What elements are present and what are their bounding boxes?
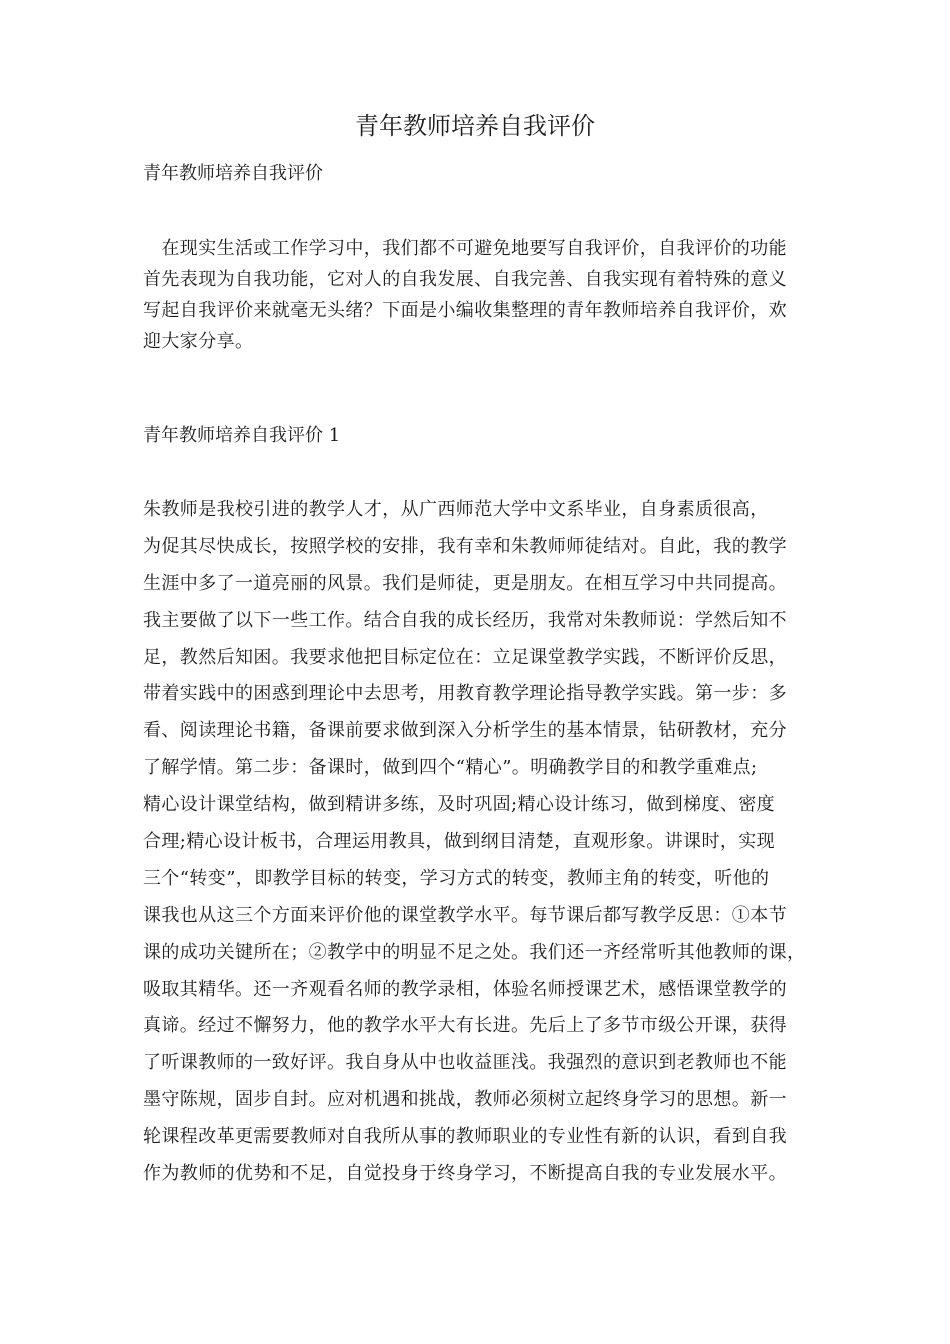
intro-line: 首先表现为自我功能，它对人的自我发展、自我完善、自我实现有着特殊的意义	[143, 269, 787, 290]
body-paragraph	[143, 492, 833, 1193]
body-line: 足，教然后知困。我要求他把目标定位在：立足课堂教学实践，不断评价反思，	[143, 646, 787, 668]
body-line: 墨守陈规，固步自封。应对机遇和挑战，教师必须树立起终身学习的思想。新一	[143, 1089, 787, 1111]
body-line: 带着实践中的困惑到理论中去思考，用教育教学理论指导教学实践。第一步：多	[143, 683, 787, 705]
body-line: 精心设计课堂结构，做到精讲多练，及时巩固;精心设计练习，做到梯度、密度	[143, 794, 776, 816]
section-heading: 青年教师培养自我评价 1	[143, 425, 341, 446]
body-line: 朱教师是我校引进的教学人才，从广西师范大学中文系毕业，自身素质很高，	[143, 499, 769, 520]
intro-line: 写起自我评价来就毫无头绪？下面是小编收集整理的青年教师培养自我评价，欢	[143, 300, 787, 321]
intro-line: 迎大家分享。	[143, 331, 254, 352]
body-line: 了解学情。第二步：备课时，做到四个“精心”。明确教学目的和教学重难点;	[143, 757, 758, 779]
body-line: 生涯中多了一道亮丽的风景。我们是师徒，更是朋友。在相互学习中共同提高。	[143, 572, 787, 594]
body-line: 课的成功关键所在；②教学中的明显不足之处。我们还一齐经常听其他教师的课，	[143, 941, 806, 963]
intro-paragraph	[143, 233, 833, 357]
body-line: 我主要做了以下一些工作。结合自我的成长经历，我常对朱教师说：学然后知不	[143, 609, 787, 631]
body-line: 为促其尽快成长，按照学校的安排，我有幸和朱教师师徒结对。自此，我的教学	[143, 535, 787, 557]
document-subtitle: 青年教师培养自我评价	[143, 163, 323, 184]
document-title: 青年教师培养自我评价	[355, 112, 595, 140]
body-line: 了听课教师的一致好评。我自身从中也收益匪浅。我强烈的意识到老教师也不能	[143, 1052, 787, 1074]
body-line: 作为教师的优势和不足，自觉投身于终身学习，不断提高自我的专业发展水平。	[143, 1163, 787, 1185]
body-line: 真谛。经过不懈努力，他的教学水平大有长进。先后上了多节市级公开课，获得	[143, 1015, 787, 1037]
body-line: 三个“转变”，即教学目标的转变，学习方式的转变，教师主角的转变，听他的	[143, 867, 770, 889]
intro-line: 在现实生活或工作学习中，我们都不可避免地要写自我评价，自我评价的功能	[143, 238, 787, 259]
body-line: 看、阅读理论书籍，备课前要求做到深入分析学生的基本情景，钻研教材，充分	[143, 720, 787, 742]
body-line: 吸取其精华。还一齐观看名师的教学录相，体验名师授课艺术，感悟课堂教学的	[143, 978, 787, 1000]
body-line: 课我也从这三个方面来评价他的课堂教学水平。每节课后都写教学反思：①本节	[143, 904, 787, 926]
body-line: 轮课程改革更需要教师对自我所从事的教师职业的专业性有新的认识，看到自我	[143, 1126, 787, 1148]
body-line: 合理;精心设计板书，合理运用教具，做到纲目清楚，直观形象。讲课时，实现	[143, 831, 776, 853]
